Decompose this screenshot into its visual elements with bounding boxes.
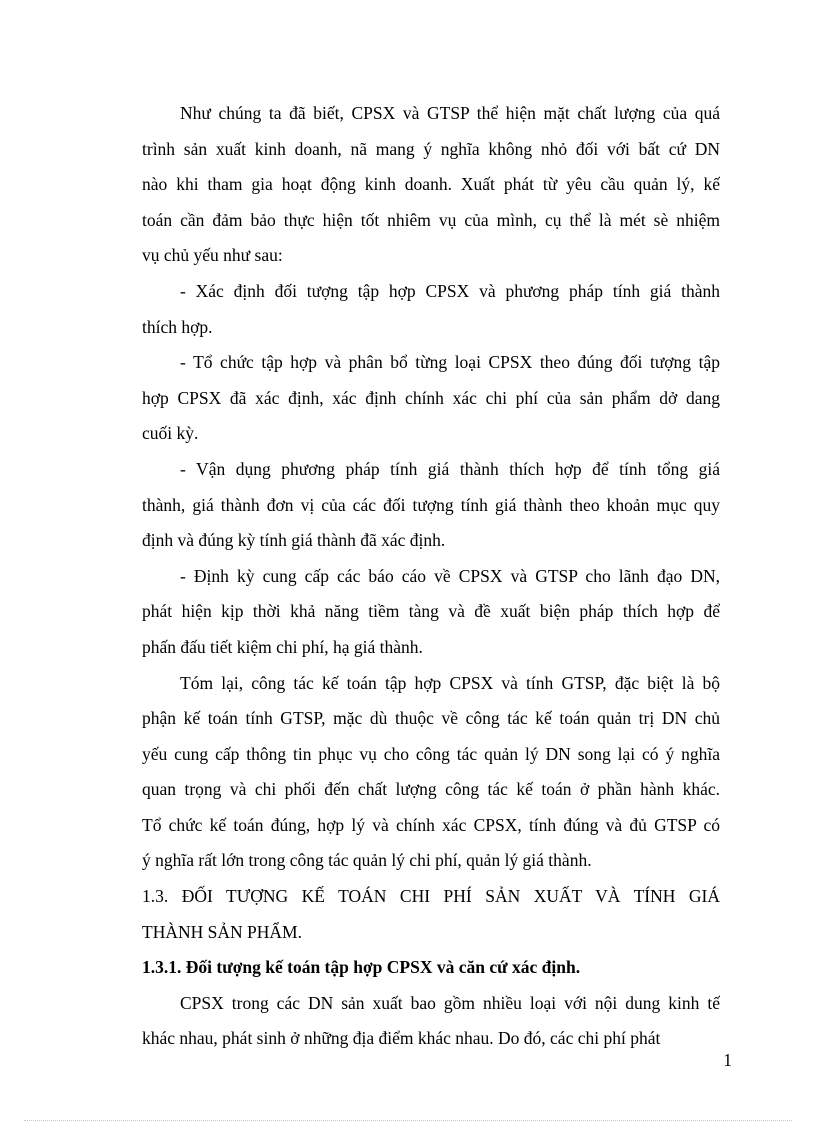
bullet-line: thích hợp.	[142, 316, 213, 337]
paragraph-line: vụ chủ yếu như sau:	[142, 245, 283, 266]
paragraph-line: khác nhau, phát sinh ở những địa điểm khác nhau. Do đó, các chi phí phát	[142, 1028, 661, 1049]
page-number: 1	[723, 1050, 732, 1070]
bullet-line: - Tổ chức tập hợp và phân bổ từng loại CPSX theo đúng đối tượng tập	[180, 352, 720, 373]
bullet-line: - Định kỳ cung cấp các báo cáo về CPSX và GTSP cho lãnh đạo DN,	[180, 565, 720, 586]
paragraph-line: nào khi tham gia hoạt động kinh doanh. Xuất phát từ yêu cầu quản lý, kế	[142, 174, 720, 195]
paragraph-line: Tóm lại, công tác kế toán tập hợp CPSX và tính GTSP, đặc biệt là bộ	[180, 672, 720, 693]
bullet-line: - Xác định đối tượng tập hợp CPSX và phương pháp tính giá thành	[180, 280, 720, 301]
paragraph-line: Như chúng ta đã biết, CPSX và GTSP thể hiện mặt chất lượng của quá	[180, 103, 720, 123]
paragraph-line: quan trọng và chi phối đến chất lượng công tác kế toán ở phần hành khác.	[142, 779, 720, 800]
section-heading: 1.3. ĐỐI TƯỢNG KẾ TOÁN CHI PHÍ SẢN XUẤT VÀ TÍNH GIÁ	[142, 886, 720, 907]
paragraph-line: toán cần đảm bảo thực hiện tốt nhiêm vụ của mình, cụ thể là mét sè nhiệm	[142, 209, 720, 230]
footer-divider	[24, 1120, 792, 1121]
bullet-line: phấn đấu tiết kiệm chi phí, hạ giá thành.	[142, 636, 423, 657]
body-text	[142, 96, 720, 1057]
bullet-line: hợp CPSX đã xác định, xác định chính xác chi phí của sản phẩm dở dang	[142, 387, 720, 408]
section-heading: THÀNH SẢN PHẨM.	[142, 921, 302, 942]
subsection-heading: 1.3.1. Đối tượng kế toán tập hợp CPSX và căn cứ xác định.	[142, 957, 581, 978]
bullet-line: thành, giá thành đơn vị của các đối tượng tính giá thành theo khoản mục quy	[142, 494, 720, 515]
bullet-line: phát hiện kịp thời khả năng tiềm tàng và đề xuất biện pháp thích hợp để	[142, 601, 720, 622]
bullet-line: định và đúng kỳ tính giá thành đã xác định.	[142, 530, 446, 551]
paragraph-line: Tổ chức kế toán đúng, hợp lý và chính xác CPSX, tính đúng và đủ GTSP có	[142, 814, 720, 835]
bullet-line: - Vận dụng phương pháp tính giá thành thích hợp để tính tổng giá	[180, 458, 720, 479]
paragraph-line: ý nghĩa rất lớn trong công tác quản lý chi phí, quản lý giá thành.	[142, 850, 592, 871]
paragraph-line: trình sản xuất kinh doanh, nã mang ý nghĩa không nhỏ đối với bất cứ DN	[142, 138, 720, 159]
paragraph-line: CPSX trong các DN sản xuất bao gồm nhiều loại với nội dung kinh tế	[180, 992, 720, 1013]
paragraph-line: yếu cung cấp thông tin phục vụ cho công tác quản lý DN song lại có ý nghĩa	[142, 743, 720, 764]
bullet-line: cuối kỳ.	[142, 423, 199, 444]
paragraph-line: phận kế toán tính GTSP, mặc dù thuộc về công tác kế toán quản trị DN chủ	[142, 708, 720, 729]
